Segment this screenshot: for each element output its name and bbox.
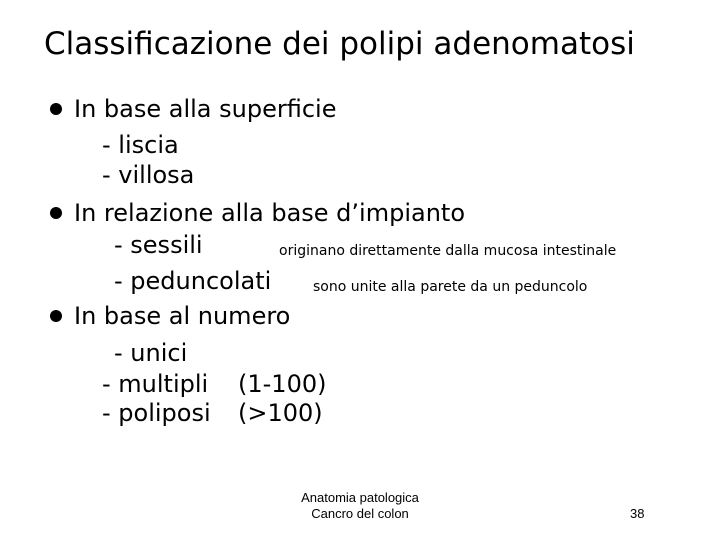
bullet-icon <box>50 103 62 115</box>
footer-line-1: Anatomia patologica <box>301 490 419 505</box>
range-poliposi: (>100) <box>238 399 323 427</box>
list-item-sessili: - sessili <box>114 231 203 259</box>
note-sessili: originano direttamente dalla mucosa intestinale <box>279 243 617 259</box>
footer-line-2: Cancro del colon <box>311 506 409 521</box>
list-item-poliposi: - poliposi <box>102 399 211 427</box>
note-peduncolati: sono unite alla parete da un peduncolo <box>313 279 588 295</box>
list-item-villosa: - villosa <box>102 161 195 189</box>
list-item-liscia: - liscia <box>102 131 179 159</box>
section-heading-numero: In base al numero <box>74 302 291 330</box>
page-number: 38 <box>630 506 645 521</box>
bullet-icon <box>50 207 62 219</box>
list-item-multipli: - multipli <box>102 370 209 398</box>
bullet-icon <box>50 310 62 322</box>
section-heading-superficie: In base alla superficie <box>74 95 337 123</box>
section-heading-impianto: In relazione alla base d’impianto <box>74 199 465 227</box>
list-item-unici: - unici <box>114 339 188 367</box>
slide-title: Classificazione dei polipi adenomatosi <box>44 26 635 62</box>
range-multipli: (1-100) <box>238 370 327 398</box>
footer <box>280 490 440 522</box>
list-item-peduncolati: - peduncolati <box>114 267 272 295</box>
